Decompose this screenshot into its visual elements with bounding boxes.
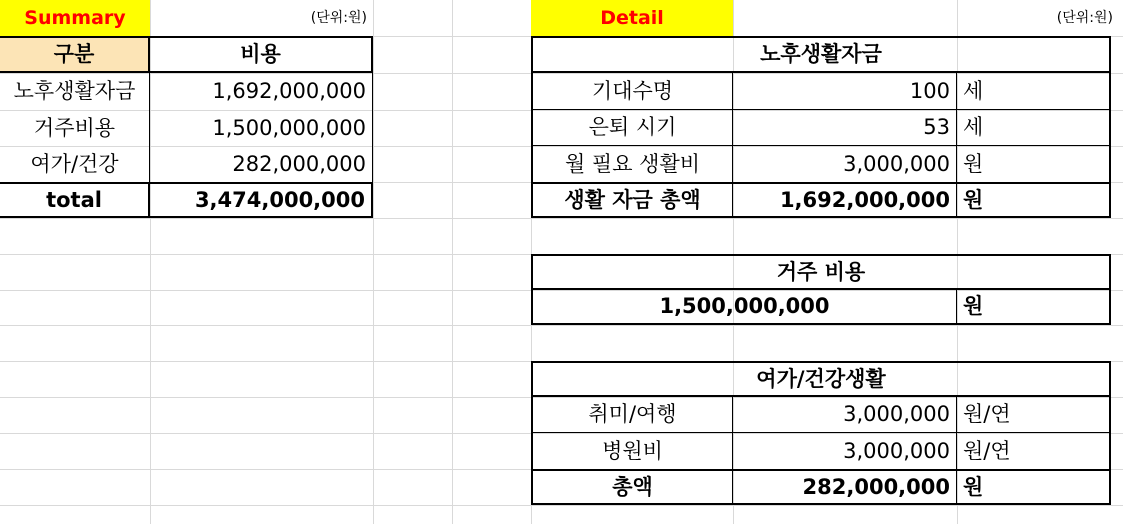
retirement-row-unit[interactable]: 세 <box>957 73 1111 110</box>
retirement-row-unit[interactable]: 원 <box>957 146 1111 182</box>
summary-unit-note[interactable]: (단위:원) <box>310 10 367 26</box>
summary-row-value[interactable]: 1,692,000,000 <box>150 73 373 110</box>
leisure-row-unit[interactable]: 원/연 <box>957 397 1111 433</box>
leisure-total-unit[interactable]: 원 <box>957 469 1111 505</box>
leisure-row-value[interactable]: 3,000,000 <box>733 397 957 433</box>
summary-row-label[interactable]: 여가/건강 <box>0 146 150 182</box>
retirement-total-label[interactable]: 생활 자금 총액 <box>531 182 733 218</box>
summary-section-label[interactable]: Summary <box>0 0 150 36</box>
housing-cost-unit[interactable]: 원 <box>957 290 1111 325</box>
retirement-row-unit[interactable]: 세 <box>957 110 1111 146</box>
leisure-row-value[interactable]: 3,000,000 <box>733 433 957 469</box>
retirement-row-value[interactable]: 3,000,000 <box>733 146 957 182</box>
retirement-total-value[interactable]: 1,692,000,000 <box>733 182 957 218</box>
summary-row-value[interactable]: 282,000,000 <box>150 146 373 182</box>
summary-row-label[interactable]: 노후생활자금 <box>0 73 150 110</box>
leisure-row-label[interactable]: 병원비 <box>531 433 733 469</box>
summary-header-category[interactable]: 구분 <box>0 36 150 73</box>
retirement-row-label[interactable]: 기대수명 <box>531 73 733 110</box>
housing-cost-title[interactable]: 거주 비용 <box>531 254 1111 290</box>
leisure-health-title[interactable]: 여가/건강생활 <box>531 361 1111 397</box>
summary-total-value[interactable]: 3,474,000,000 <box>150 182 373 218</box>
summary-header-cost[interactable]: 비용 <box>150 36 373 73</box>
leisure-total-value[interactable]: 282,000,000 <box>733 469 957 505</box>
retirement-total-unit[interactable]: 원 <box>957 182 1111 218</box>
leisure-total-label[interactable]: 총액 <box>531 469 733 505</box>
retirement-row-label[interactable]: 월 필요 생활비 <box>531 146 733 182</box>
detail-unit-note[interactable]: (단위:원) <box>1056 10 1113 26</box>
summary-total-label[interactable]: total <box>0 182 150 218</box>
retirement-row-value[interactable]: 53 <box>733 110 957 146</box>
retirement-row-label[interactable]: 은퇴 시기 <box>531 110 733 146</box>
detail-section-label[interactable]: Detail <box>531 0 733 36</box>
leisure-row-label[interactable]: 취미/여행 <box>531 397 733 433</box>
housing-cost-value[interactable]: 1,500,000,000 <box>531 290 957 325</box>
retirement-row-value[interactable]: 100 <box>733 73 957 110</box>
leisure-row-unit[interactable]: 원/연 <box>957 433 1111 469</box>
retirement-fund-title[interactable]: 노후생활자금 <box>531 36 1111 73</box>
summary-row-value[interactable]: 1,500,000,000 <box>150 110 373 146</box>
summary-row-label[interactable]: 거주비용 <box>0 110 150 146</box>
